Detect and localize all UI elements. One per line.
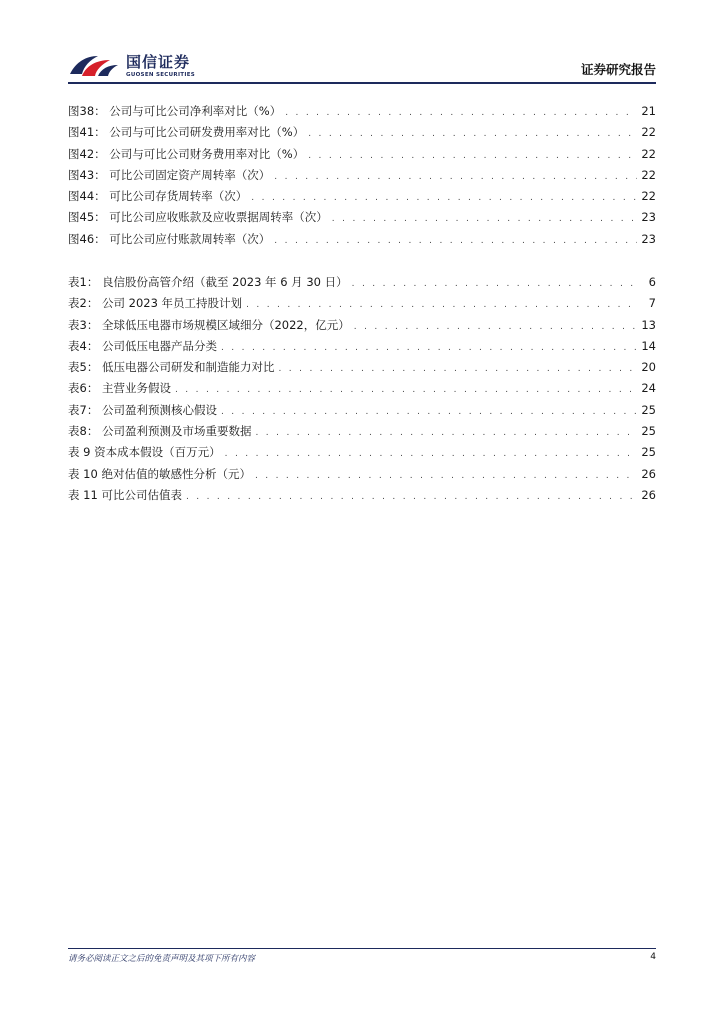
toc-entry-title: 表3： 全球低压电器市场规模区域细分（2022，亿元） [68, 317, 350, 332]
toc-dot-leader [246, 295, 638, 316]
toc-entry-title: 表4： 公司低压电器产品分类 [68, 338, 217, 353]
toc-entry-title: 表1： 良信股份高管介绍（截至 2023 年 6 月 30 日） [68, 275, 348, 289]
toc-entry-page: 25 [641, 424, 656, 439]
toc-entry-figure[interactable] [68, 144, 656, 165]
toc-entry-page: 13 [641, 317, 656, 332]
page-number: 4 [650, 952, 656, 962]
toc-entry-page: 22 [641, 189, 656, 204]
logo-english-name: GUOSEN SECURITIES [126, 72, 196, 78]
footer-divider [68, 948, 656, 949]
toc-entry-title: 表 9 资本成本假设（百万元） [68, 445, 221, 460]
toc-dot-leader [255, 466, 637, 487]
toc-entry-page: 22 [641, 167, 656, 182]
toc-entry-title: 图43： 可比公司固定资产周转率（次） [68, 167, 271, 182]
toc-entry-title: 表8： 公司盈利预测及市场重要数据 [68, 424, 252, 439]
toc-entry-page: 20 [641, 360, 656, 375]
footer-disclaimer: 请务必阅读正文之后的免责声明及其项下所有内容 [68, 954, 256, 964]
toc-dot-leader [186, 487, 637, 508]
toc-entry-table[interactable] [68, 378, 656, 399]
toc-entry-page: 25 [641, 402, 656, 417]
toc-dot-leader [225, 444, 638, 465]
toc-entry-table[interactable] [68, 357, 656, 378]
toc-dot-leader [221, 338, 637, 359]
toc-entry-figure[interactable] [68, 186, 656, 207]
toc-entry-page: 6 [648, 275, 656, 289]
toc-entry-table[interactable] [68, 464, 656, 485]
toc-dot-leader [278, 359, 637, 380]
toc-dot-leader [308, 146, 637, 167]
toc-entry-table[interactable] [68, 293, 656, 314]
toc-entry-title: 图41： 公司与可比公司研发费用率对比（%） [68, 125, 305, 140]
toc-entry-page: 25 [641, 445, 656, 460]
toc-dot-leader [285, 103, 637, 124]
header-divider [68, 82, 656, 84]
toc-dot-leader [308, 124, 637, 145]
toc-entry-title: 图45： 可比公司应收账款及应收票据周转率（次） [68, 210, 328, 225]
toc-dot-leader [221, 402, 637, 423]
toc-dot-leader [255, 423, 637, 444]
toc-entry-page: 21 [641, 104, 656, 118]
toc-entry-table[interactable] [68, 442, 656, 463]
guosen-logo [68, 48, 208, 84]
toc-entry-title: 表2： 公司 2023 年员工持股计划 [68, 296, 243, 311]
toc-entry-page: 26 [641, 487, 656, 502]
toc-entry-figure[interactable] [68, 165, 656, 186]
toc-entry-page: 23 [641, 210, 656, 225]
toc-entry-page: 22 [641, 146, 656, 161]
toc-entry-title: 表6： 主营业务假设 [68, 381, 171, 396]
toc-dot-leader [332, 209, 638, 230]
toc-entry-title: 表5： 低压电器公司研发和制造能力对比 [68, 360, 275, 375]
toc-entry-table[interactable] [68, 336, 656, 357]
guosen-logo-icon [68, 52, 120, 80]
toc-entry-table[interactable] [68, 421, 656, 442]
toc-entry-page: 24 [641, 381, 656, 396]
toc-entry-title: 图38： 公司与可比公司净利率对比（%） [68, 104, 282, 118]
toc-entry-table[interactable] [68, 400, 656, 421]
toc-dot-leader [175, 380, 637, 401]
toc-entry-figure[interactable] [68, 122, 656, 143]
toc-entry-title: 图42： 公司与可比公司财务费用率对比（%） [68, 146, 305, 161]
toc-entry-figure[interactable] [68, 229, 656, 250]
toc-entry-title: 图44： 可比公司存货周转率（次） [68, 189, 248, 204]
toc-dot-leader [274, 231, 637, 252]
toc-dot-leader [354, 317, 638, 338]
toc-entry-figure[interactable] [68, 101, 656, 122]
toc-entry-table[interactable] [68, 485, 656, 506]
toc-entry-table[interactable] [68, 315, 656, 336]
toc-entry-page: 23 [641, 231, 656, 246]
table-index-list [68, 272, 656, 506]
toc-entry-table[interactable] [68, 272, 656, 293]
toc-entry-page: 26 [641, 466, 656, 481]
toc-entry-page: 22 [641, 125, 656, 140]
toc-entry-title: 表7： 公司盈利预测核心假设 [68, 402, 217, 417]
toc-entry-title: 表 10 绝对估值的敏感性分析（元） [68, 466, 251, 481]
toc-entry-figure[interactable] [68, 207, 656, 228]
toc-entry-page: 14 [641, 338, 656, 353]
figure-index-list [68, 101, 656, 250]
toc-entry-page: 7 [648, 296, 656, 311]
report-type-title: 证券研究报告 [580, 62, 656, 77]
toc-dot-leader [251, 188, 637, 209]
toc-dot-leader [274, 167, 637, 188]
page-header [68, 48, 656, 84]
logo-chinese-name: 国信证券 [126, 53, 191, 71]
toc-dot-leader [352, 274, 638, 295]
toc-entry-title: 图46： 可比公司应付账款周转率（次） [68, 231, 271, 246]
toc-entry-title: 表 11 可比公司估值表 [68, 487, 182, 502]
